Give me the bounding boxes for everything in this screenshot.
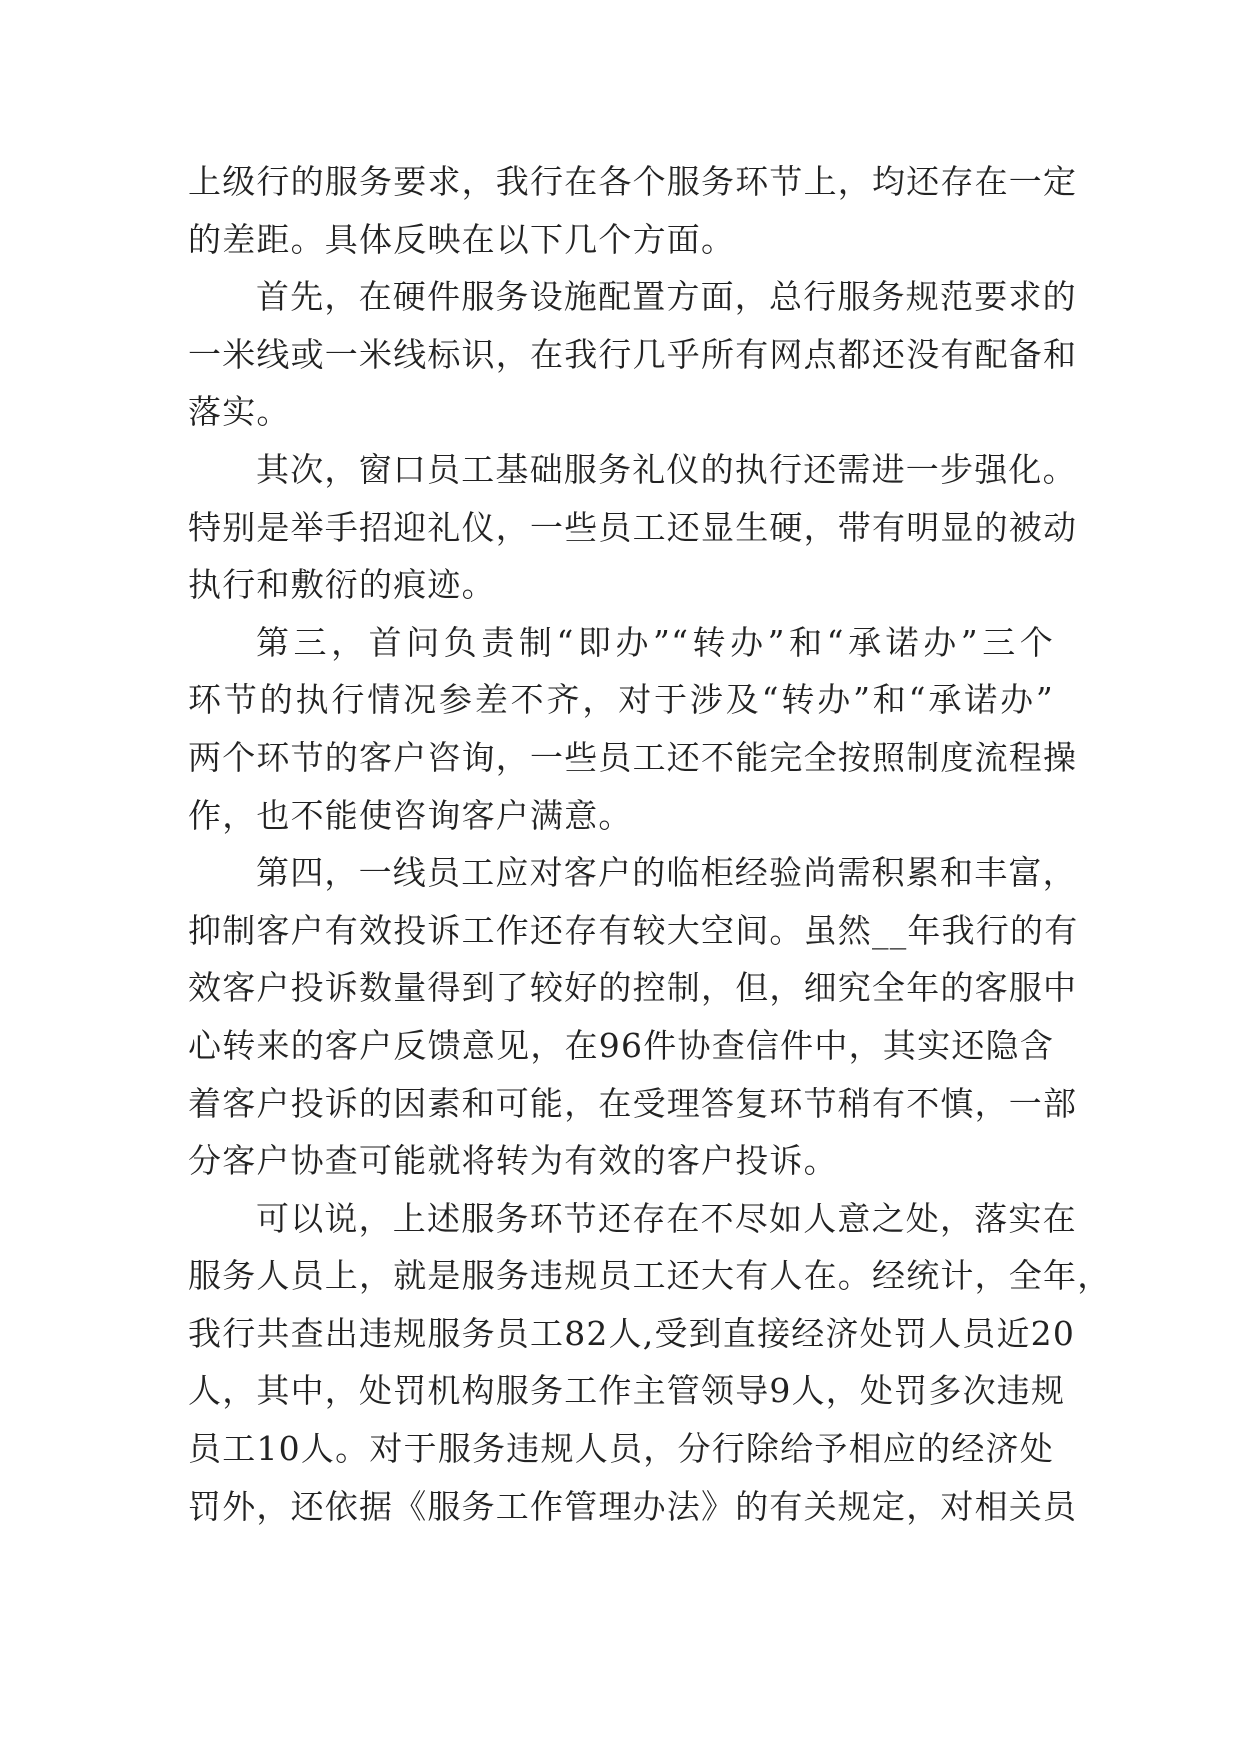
text-line: 的差距。具体反映在以下几个方面。 bbox=[188, 219, 736, 259]
text-line: 两个环节的客户咨询，一些员工还不能完全按照制度流程操 bbox=[188, 737, 1078, 777]
text-line: 效客户投诉数量得到了较好的控制，但，细究全年的客服中 bbox=[188, 968, 1078, 1008]
text-line: 一米线或一米线标识，在我行几乎所有网点都还没有配备和 bbox=[188, 334, 1078, 374]
text-line: 人，其中，处罚机构服务工作主管领导9人，处罚多次违规 bbox=[188, 1371, 1066, 1411]
paragraph-first-line: 其次，窗口员工基础服务礼仪的执行还需进一步强化。 bbox=[256, 449, 1077, 489]
text-line: 服务人员上，就是服务违规员工还大有人在。经统计，全年， bbox=[188, 1256, 1112, 1296]
text-line: 落实。 bbox=[188, 392, 291, 432]
text-line: 抑制客户有效投诉工作还存有较大空间。虽然__年我行的有 bbox=[188, 910, 1079, 950]
text-line: 特别是举手招迎礼仪，一些员工还显生硬，带有明显的被动 bbox=[188, 507, 1078, 547]
paragraph-first-line: 第三，首问负责制“即办”“转办”和“承诺办”三个 bbox=[256, 622, 1054, 662]
text-line: 着客户投诉的因素和可能，在受理答复环节稍有不慎，一部 bbox=[188, 1083, 1078, 1123]
body-text bbox=[188, 153, 1112, 1535]
paragraph-first-line: 首先，在硬件服务设施配置方面，总行服务规范要求的 bbox=[256, 277, 1077, 317]
text-line: 罚外，还依据《服务工作管理办法》的有关规定，对相关员 bbox=[188, 1486, 1078, 1526]
text-line: 我行共查出违规服务员工82人,受到直接经济处罚人员近20 bbox=[188, 1313, 1076, 1353]
text-line: 上级行的服务要求，我行在各个服务环节上，均还存在一定 bbox=[188, 162, 1078, 201]
text-line: 环节的执行情况参差不齐，对于涉及“转办”和“承诺办” bbox=[188, 680, 1054, 720]
text-line: 员工10人。对于服务违规人员，分行除给予相应的经济处 bbox=[188, 1429, 1054, 1469]
text-line: 作，也不能使咨询客户满意。 bbox=[188, 795, 633, 835]
paragraph-first-line: 可以说，上述服务环节还存在不尽如人意之处，落实在 bbox=[256, 1198, 1077, 1238]
text-line: 心转来的客户反馈意见，在96件协查信件中，其实还隐含 bbox=[188, 1025, 1054, 1065]
paragraph-first-line: 第四，一线员工应对客户的临柜经验尚需积累和丰富， bbox=[256, 853, 1077, 893]
text-line: 分客户协查可能就将转为有效的客户投诉。 bbox=[188, 1141, 838, 1181]
text-line: 执行和敷衍的痕迹。 bbox=[188, 565, 496, 605]
